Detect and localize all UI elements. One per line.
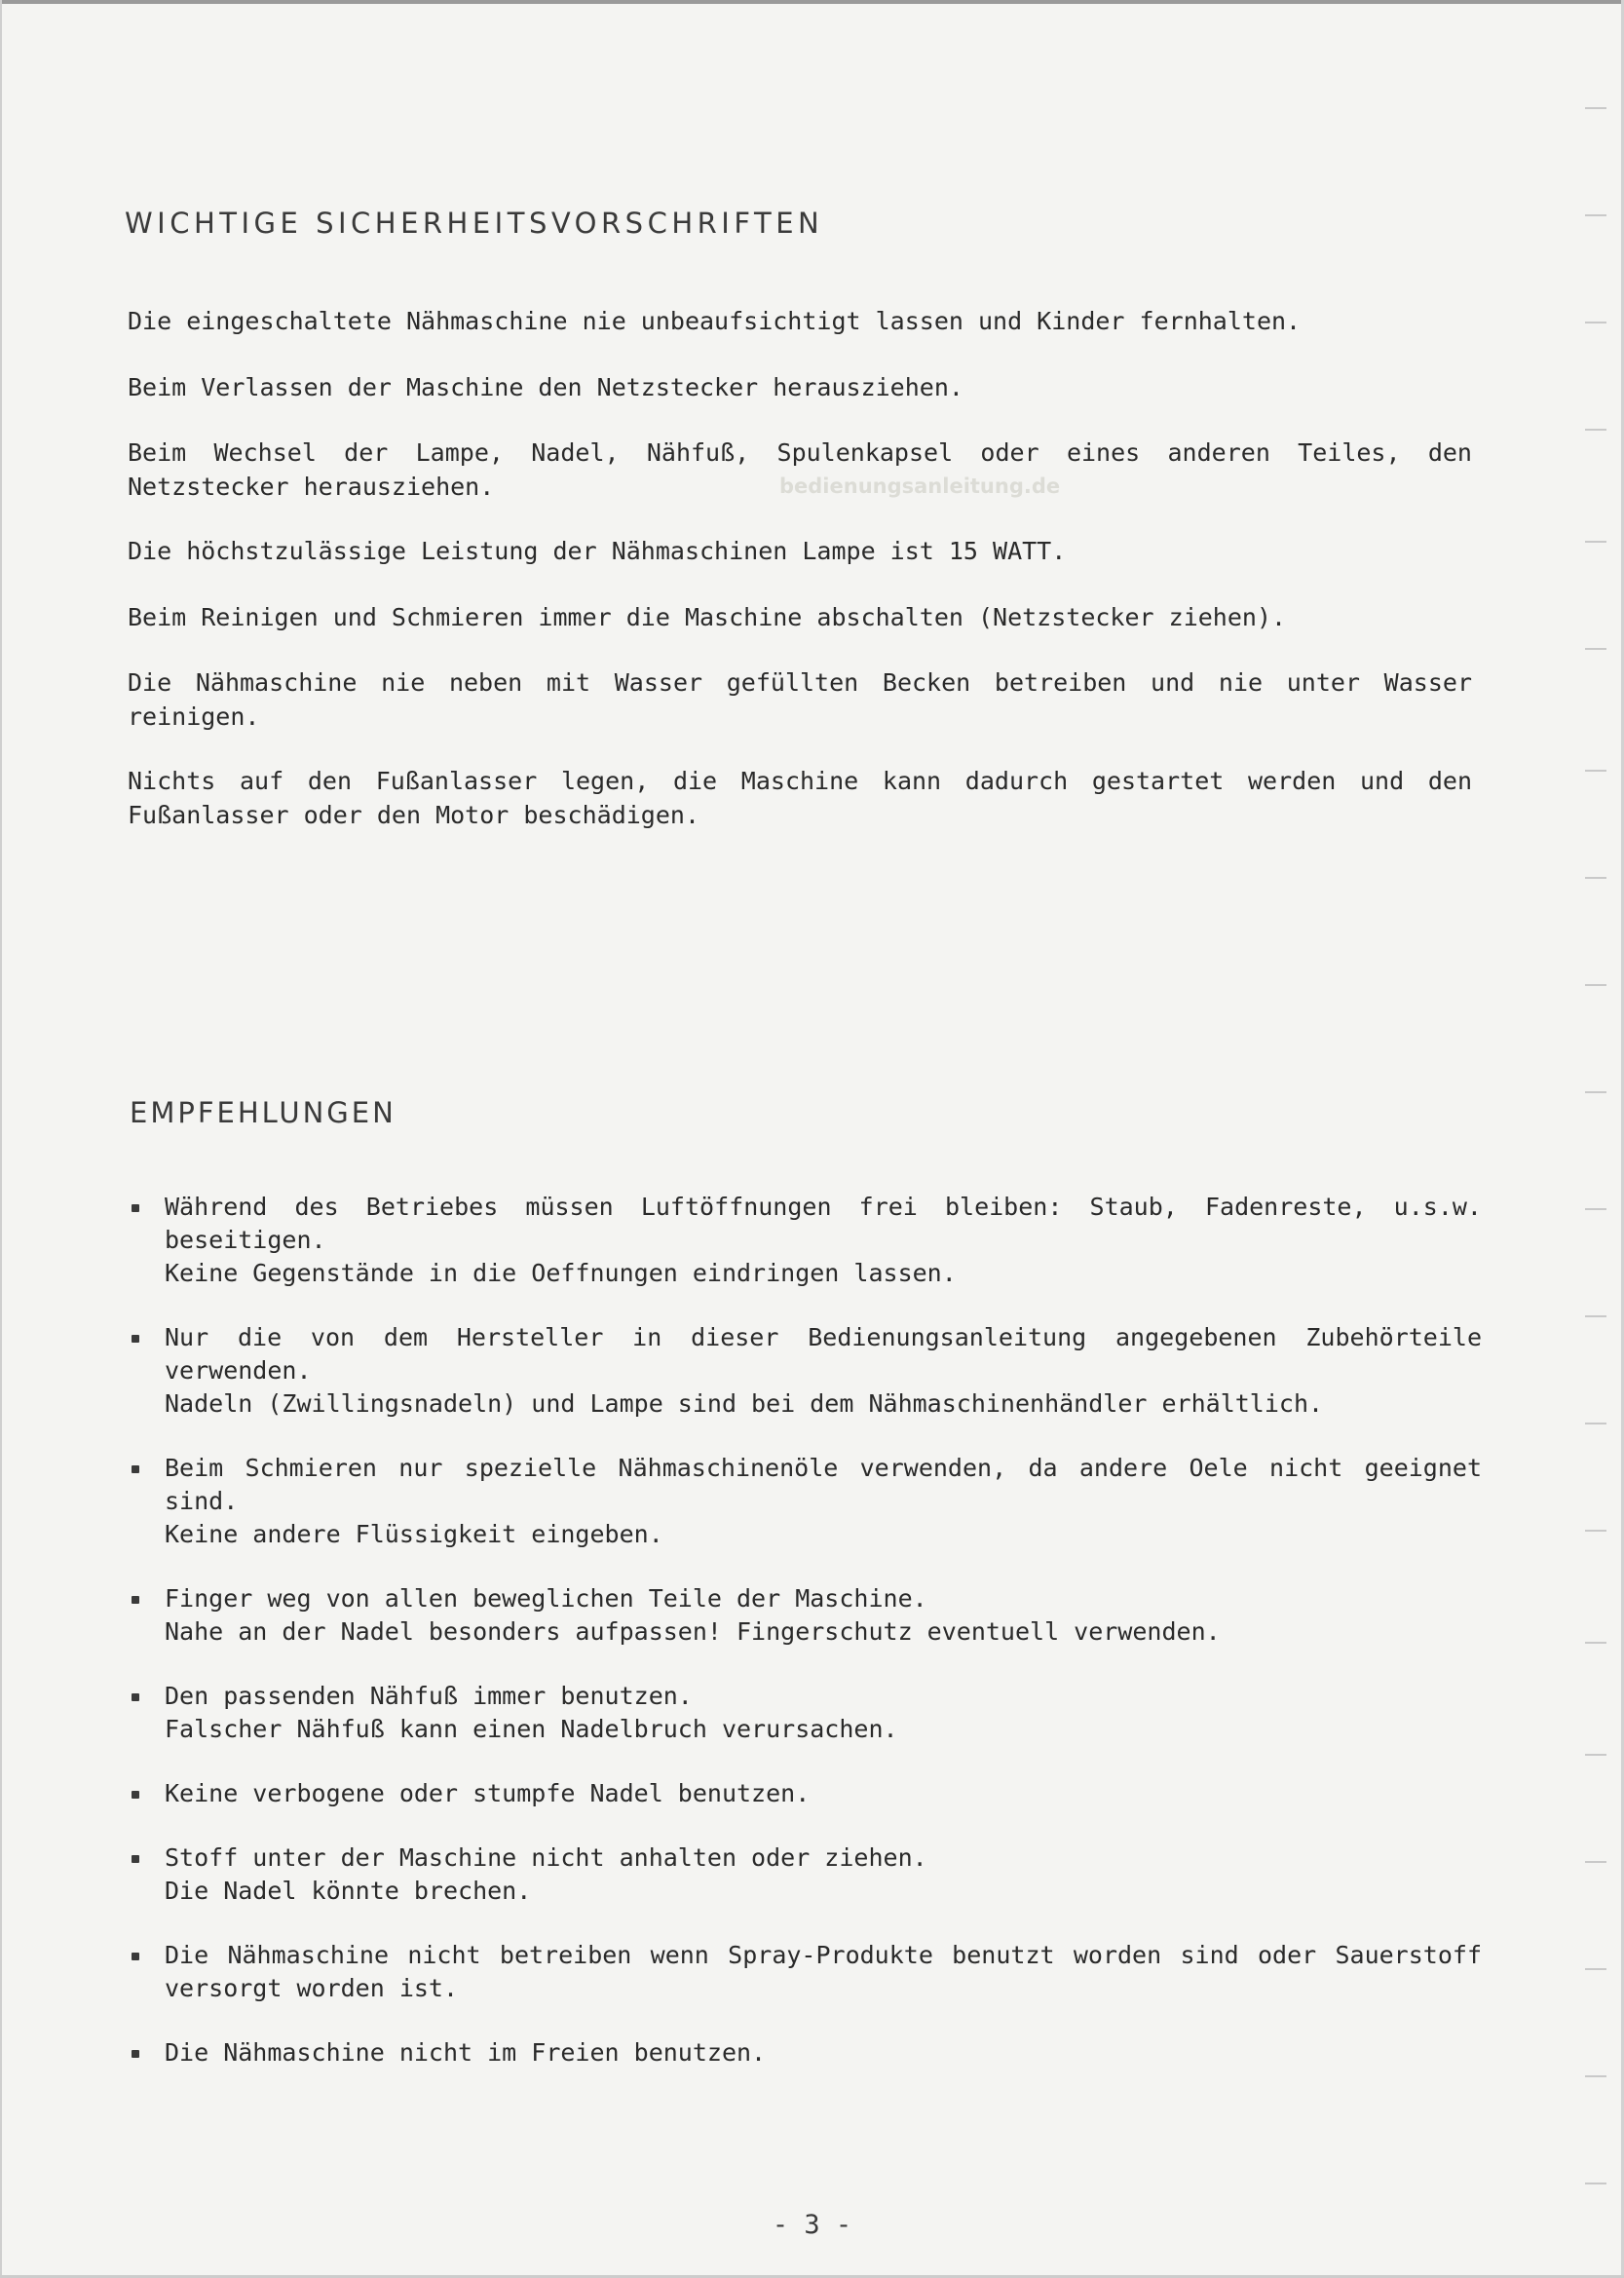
list-item — [128, 1841, 1482, 1908]
list-item — [128, 1939, 1482, 2005]
margin-mark — [1585, 1091, 1606, 1093]
margin-mark — [1585, 1315, 1606, 1317]
list-item — [128, 1191, 1482, 1290]
margin-mark — [1585, 1208, 1606, 1210]
margin-mark — [1585, 1861, 1606, 1863]
list-item — [128, 1452, 1482, 1551]
list-item-text: Den passenden Nähfuß immer benutzen. — [165, 1682, 693, 1710]
margin-mark — [1585, 541, 1606, 543]
bullet-icon — [132, 1855, 139, 1863]
bullet-icon — [132, 1596, 139, 1604]
bullet-icon — [132, 1335, 139, 1343]
margin-mark — [1585, 322, 1606, 323]
list-item-note: Nahe an der Nadel besonders aufpassen! Fingerschutz eventuell verwenden. — [165, 1617, 1221, 1646]
safety-paragraph: Die höchstzulässige Leistung der Nähmaschinen Lampe ist 15 WATT. — [128, 537, 1067, 565]
bullet-icon — [132, 2050, 139, 2058]
bullet-icon — [132, 1953, 139, 1960]
list-item-text: Die Nähmaschine nicht betreiben wenn Spray-Produkte benutzt worden sind oder Sauerstoff versorgt worden ist. — [165, 1941, 1482, 2002]
list-item-text: Keine verbogene oder stumpfe Nadel benutzen. — [165, 1779, 811, 1807]
list-item — [128, 2036, 1482, 2069]
safety-paragraph: Die Nähmaschine nie neben mit Wasser gefüllten Becken betreiben und nie unter Wasser reinigen. — [128, 668, 1472, 731]
margin-mark — [1585, 1423, 1606, 1424]
margin-mark — [1585, 984, 1606, 986]
page-top-edge — [0, 0, 1624, 4]
margin-mark — [1585, 648, 1606, 650]
list-item — [128, 1777, 1482, 1810]
safety-heading: WICHTIGE SICHERHEITSVORSCHRIFTEN — [125, 207, 824, 240]
list-item-note: Falscher Nähfuß kann einen Nadelbruch verursachen. — [165, 1715, 898, 1743]
recommendations-list — [128, 1191, 1482, 2101]
bullet-icon — [132, 1465, 139, 1473]
bullet-icon — [132, 1204, 139, 1212]
page-number: - 3 - — [772, 2210, 852, 2240]
list-item-note: Keine Gegenstände in die Oeffnungen eindringen lassen. — [165, 1259, 957, 1287]
list-item — [128, 1582, 1482, 1649]
safety-paragraph: Beim Wechsel der Lampe, Nadel, Nähfuß, Spulenkapsel oder eines anderen Teiles, den Netzstecker herausziehen. — [128, 438, 1472, 501]
list-item-text: Die Nähmaschine nicht im Freien benutzen. — [165, 2038, 767, 2067]
margin-mark — [1585, 1968, 1606, 1970]
margin-mark — [1585, 1530, 1606, 1532]
bullet-icon — [132, 1791, 139, 1799]
list-item-note: Keine andere Flüssigkeit eingeben. — [165, 1520, 663, 1548]
margin-mark — [1585, 1754, 1606, 1756]
margin-mark — [1585, 770, 1606, 772]
margin-mark — [1585, 214, 1606, 216]
page-left-edge — [0, 0, 2, 2278]
list-item-text: Nur die von dem Hersteller in dieser Bedienungsanleitung angegebenen Zubehörteile verwenden. — [165, 1323, 1482, 1385]
safety-paragraph: Nichts auf den Fußanlasser legen, die Maschine kann dadurch gestartet werden und den Fußanlasser oder den Motor beschädigen. — [128, 767, 1472, 829]
safety-paragraph: Die eingeschaltete Nähmaschine nie unbeaufsichtigt lassen und Kinder fernhalten. — [128, 307, 1302, 335]
list-item-note: Die Nadel könnte brechen. — [165, 1877, 532, 1905]
margin-mark — [1585, 107, 1606, 109]
watermark: bedienungsanleitung.de — [779, 475, 1061, 498]
recommendations-heading: EMPFEHLUNGEN — [130, 1096, 397, 1129]
list-item-note: Nadeln (Zwillingsnadeln) und Lampe sind bei dem Nähmaschinenhändler erhältlich. — [165, 1389, 1324, 1418]
list-item-text: Beim Schmieren nur spezielle Nähmaschinenöle verwenden, da andere Oele nicht geeignet sind. — [165, 1454, 1482, 1515]
list-item-text: Finger weg von allen beweglichen Teile der Maschine. — [165, 1584, 927, 1613]
list-item-text: Während des Betriebes müssen Luftöffnungen frei bleiben: Staub, Fadenreste, u.s.w. beseitigen. — [165, 1193, 1482, 1254]
margin-mark — [1585, 2183, 1606, 2184]
list-item-text: Stoff unter der Maschine nicht anhalten oder ziehen. — [165, 1843, 927, 1872]
list-item — [128, 1680, 1482, 1746]
list-item — [128, 1321, 1482, 1421]
margin-mark — [1585, 1642, 1606, 1644]
bullet-icon — [132, 1693, 139, 1701]
safety-paragraph: Beim Verlassen der Maschine den Netzstecker herausziehen. — [128, 373, 963, 401]
margin-mark — [1585, 429, 1606, 431]
margin-mark — [1585, 877, 1606, 879]
safety-paragraph: Beim Reinigen und Schmieren immer die Maschine abschalten (Netzstecker ziehen). — [128, 603, 1287, 631]
margin-mark — [1585, 2075, 1606, 2077]
